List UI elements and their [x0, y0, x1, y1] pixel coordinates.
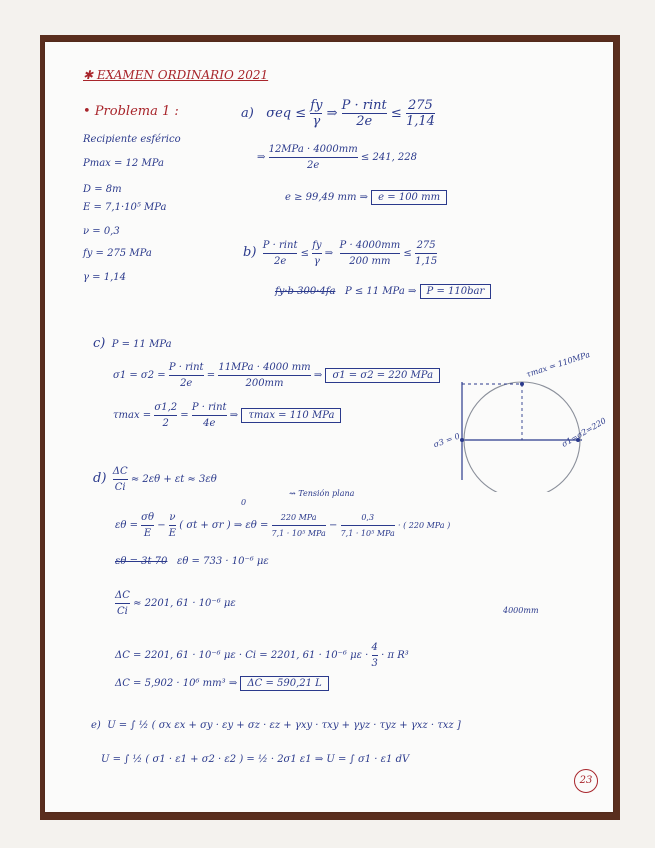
- part-d-result: ΔC = 590,21 L: [240, 676, 328, 691]
- part-d-equation-1: d) $\frac{\Delta C}{Ci}$ ≈ 2εθ + εt ≈ 3εθ: [93, 466, 217, 493]
- page-number: 23: [574, 769, 598, 793]
- part-b-label: b): [243, 245, 257, 260]
- given-item: D = 8m: [83, 184, 122, 195]
- given-item: ν = 0,3: [83, 226, 120, 237]
- mohr-right-label: σ1=σ2=220: [560, 416, 608, 449]
- given-item: Pmax = 12 MPa: [83, 158, 164, 169]
- part-c-result-2: τmax = 110 MPa: [241, 408, 341, 423]
- zero-mark: 0: [241, 498, 247, 507]
- part-e-label: e): [91, 720, 101, 731]
- part-e-equation-1: e) U = ∫ ½ ( σx εx + σy · εy + σz · εz + γxy · τxy + γyz · τyz + γxz · τxz ]: [91, 720, 461, 731]
- given-item: Recipiente esférico: [83, 134, 181, 145]
- part-c-equation-2: τmax = $\frac{\sigma 1,2}{2}$ = $\frac{\text{P · rint}}{4e}$ ⇒ τmax = 110 MPa: [113, 400, 341, 431]
- part-e-equation-2: U = ∫ ½ ( σ1 · ε1 + σ2 · ε2 ) = ½ · 2σ1 ε1 ⇒ U = ∫ σ1 · ε1 dV: [101, 754, 410, 765]
- part-b-result: P = 110bar: [420, 284, 492, 299]
- part-a-label: a): [241, 106, 254, 121]
- part-b-result-line: fy·b 300·4fa P ≤ 11 MPa ⇒ P = 110bar: [275, 286, 491, 297]
- part-a-equation-2: ⇒ $\frac{\text{12MPa · 4000mm}}{2e}$ ≤ 241, 228: [257, 144, 418, 171]
- notebook-page: [45, 42, 613, 812]
- part-d-equation-4: $\frac{\Delta C}{Ci}$ ≈ 2201, 61 · 10⁻⁶ με: [115, 590, 236, 617]
- part-d-equation-5: ΔC = 2201, 61 · 10⁻⁶ με · Ci = 2201, 61 · 10⁻⁶ με · $\frac{4}{3}$ · π R³: [115, 642, 409, 669]
- part-d-equation-2: εθ = $\frac{\sigma\theta}{E}$ − $\frac{\nu}{E}$ ( σt + σr ) ⇒ εθ = $\frac{\text{220 MPa}}{\text{7,1 · 10⁵ MPa}}$ − $\frac{0,3}{\text{7,1 · 10⁵ MPa}}$ · ( 220 MPa ): [115, 512, 451, 539]
- part-c-header: c) P = 11 MPa: [93, 336, 172, 351]
- plane-stress-note: ⇝ Tensión plana: [289, 489, 355, 498]
- given-item: E = 7,1·10⁵ MPa: [83, 202, 167, 213]
- part-d-label: d): [93, 471, 107, 486]
- radius-annotation: 4000mm: [503, 606, 539, 615]
- part-d-equation-3: εθ = 3t 70 εθ = 733 · 10⁻⁶ με: [115, 556, 269, 567]
- part-d-result-line: ΔC = 5,902 · 10⁶ mm³ ⇒ ΔC = 590,21 L: [115, 678, 329, 689]
- mohr-tau-label: τmax = 110MPa: [525, 349, 592, 380]
- part-c-result-1: σ1 = σ2 = 220 MPa: [325, 368, 440, 383]
- part-a-result-line: e ≥ 99,49 mm ⇒ e = 100 mm: [285, 192, 447, 203]
- exam-title: ✱ EXAMEN ORDINARIO 2021: [83, 68, 269, 82]
- mohr-origin-label: σ3 = 0: [432, 431, 462, 450]
- part-c-equation-1: σ1 = σ2 = $\frac{\text{P · rint}}{2e}$ = $\frac{\text{11MPa · 4000 mm}}{200mm}$ ⇒ σ1 = σ2 = 220 MPa: [113, 360, 440, 391]
- part-b-equation: b) $\frac{\text{P · rint}}{2e}$ ≤ $\frac{fy}{\gamma}$ ⇒ $\frac{P \cdot 4000mm}{200 mm}$ ≤ $\frac{275}{1,15}$: [243, 240, 438, 267]
- given-item: γ = 1,14: [83, 272, 126, 283]
- part-a-result: e = 100 mm: [371, 190, 447, 205]
- problem-label: • Problema 1 :: [83, 104, 179, 119]
- given-item: fy = 275 MPa: [83, 248, 152, 259]
- mohr-circle-diagram: [440, 372, 590, 492]
- part-a-equation-1: a) σeq ≤ $\frac{fy}{\gamma}$ ⇒ $\frac{\text{P · rint}}{2e}$ ≤ $\frac{275}{1,14}$: [241, 98, 435, 129]
- part-c-label: c): [93, 336, 106, 351]
